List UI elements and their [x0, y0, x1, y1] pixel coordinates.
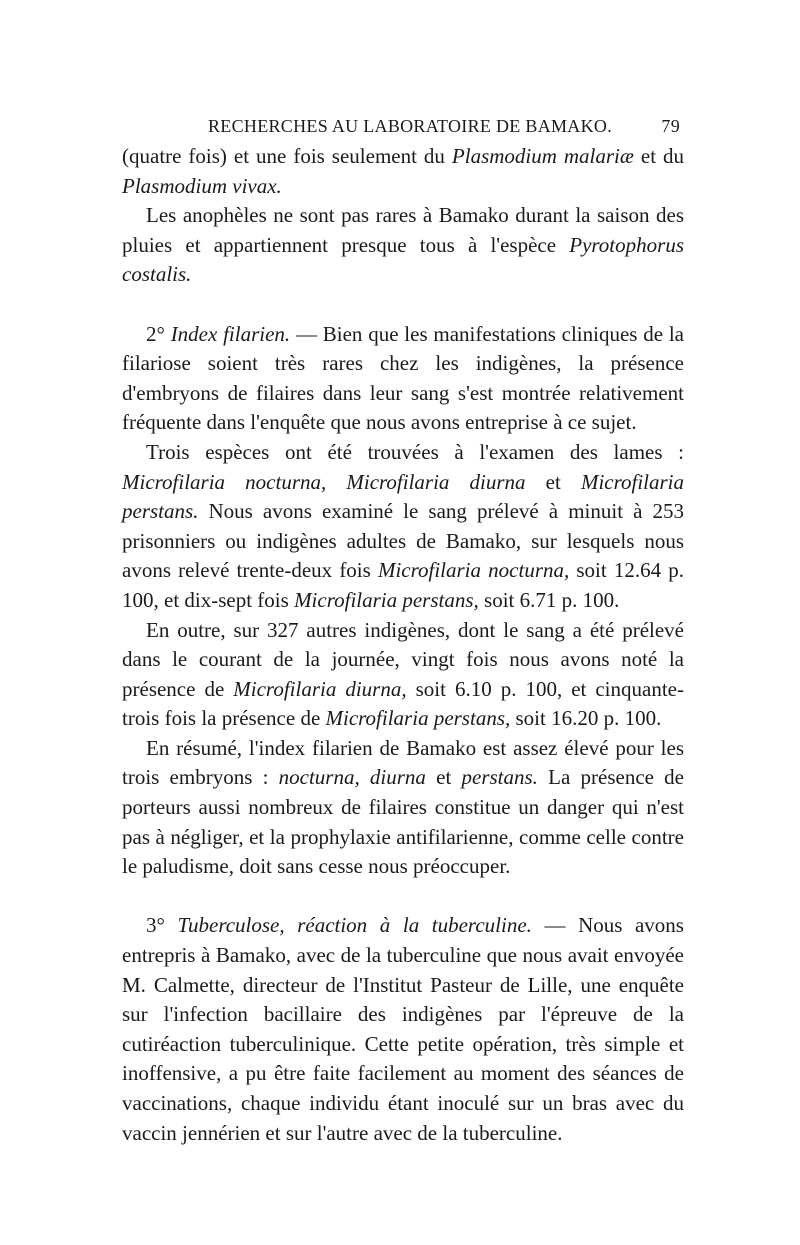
italic-text-run: Microfilaria perstans,: [294, 587, 479, 612]
italic-text-run: Microfilaria perstans.: [122, 469, 685, 524]
paragraph-en-outre: [122, 616, 684, 734]
text-run: — Nous avons entrepris à Bamako, avec de la tuberculine que nous avait envoyée M. Calmette, directeur de l'Institut Pasteur de Lille, une enquête sur l'infection bacillaire des indigènes par l'épreuve de la cutiréaction tuberculinique. Cette petite opération, très simple et inoffensive, a pu être faite facilement au moment des séances de vaccinations, chaque individu étant inoculé sur un bras avec du vaccin jennérien et sur l'autre avec de la tuberculine.: [122, 913, 684, 1145]
text-run: Nous avons examiné le sang prélevé à minuit à 253 prisonniers ou indigènes adultes de Bamako, sur lesquels nous avons relevé trente-deux fois: [122, 499, 684, 583]
text-run: 2°: [146, 321, 171, 346]
text-run: En outre, sur 327 autres indigènes, dont le sang a été prélevé dans le courant de la journée, vingt fois nous avons noté la présence de: [122, 617, 684, 701]
text-run: Trois espèces ont été trouvées à l'examen des lames :: [146, 439, 684, 464]
italic-text-run: Microfilaria nocturna,: [377, 558, 570, 583]
text-run: soit 6.10 p. 100, et cinquante-trois fois la présence de: [122, 676, 684, 731]
italic-text-run: Microfilaria diurna,: [233, 676, 407, 701]
italic-text-run: Microfilaria perstans,: [325, 706, 511, 731]
text-run: et: [425, 765, 462, 790]
paragraph-anopheles: [122, 201, 684, 290]
text-run: — Bien que les manifestations cliniques de la filariose soient très rares chez les indigènes, la présence d'embryons de filaires dans leur sang s'est montrée relativement fréquente dans l'enquête que nous avons entreprise à ce sujet.: [122, 321, 685, 435]
text-run: soit 12.64 p. 100, et dix-sept fois: [122, 558, 685, 612]
text-run: et: [525, 469, 581, 494]
text-run: [326, 470, 346, 494]
italic-text-run: Microfilaria nocturna,: [122, 469, 327, 494]
running-header: [122, 112, 684, 142]
italic-text-run: Microfilaria diurna: [346, 469, 526, 494]
running-title: RECHERCHES AU LABORATOIRE DE BAMAKO.: [208, 116, 612, 136]
text-run: 3°: [146, 913, 178, 938]
section-tuberculose: [122, 911, 684, 1148]
italic-text-run: nocturna, diurna: [278, 765, 426, 790]
book-page: [122, 112, 684, 1148]
text-run: Les anophèles ne sont pas rares à Bamako durant la saison des pluies et appartiennent presque tous à l'espèce: [122, 203, 684, 257]
text-run: soit 16.20 p. 100.: [510, 706, 662, 731]
page-number: 79: [661, 116, 680, 136]
text-run: soit 6.71 p. 100.: [478, 587, 620, 612]
text-run: (quatre fois) et une fois seulement du: [122, 144, 452, 168]
section-index-filarien: [122, 320, 684, 438]
italic-text-run: Plasmodium malariæ: [451, 144, 634, 168]
italic-text-run: Plasmodium vivax.: [122, 173, 282, 198]
italic-text-run: perstans.: [461, 765, 538, 790]
body-text: [122, 142, 684, 1148]
text-run: La présence de porteurs aussi nombreux de filaires constitue un danger qui n'est pas à négliger, et la prophylaxie antifilarienne, comme celle contre le paludisme, doit sans cesse nous préoccuper.: [122, 765, 684, 879]
italic-text-run: Pyrotophorus costalis.: [122, 232, 684, 287]
paragraph-especes: [122, 438, 684, 616]
text-run: et du: [633, 144, 685, 168]
italic-text-run: Tuberculose, réaction à la tuberculine.: [177, 913, 532, 938]
text-run: En résumé, l'index filarien de Bamako est assez élevé pour les trois embryons :: [122, 735, 684, 790]
paragraph-continuation: [122, 142, 684, 201]
paragraph-en-resume: [122, 734, 684, 882]
italic-text-run: Index filarien.: [170, 321, 291, 346]
